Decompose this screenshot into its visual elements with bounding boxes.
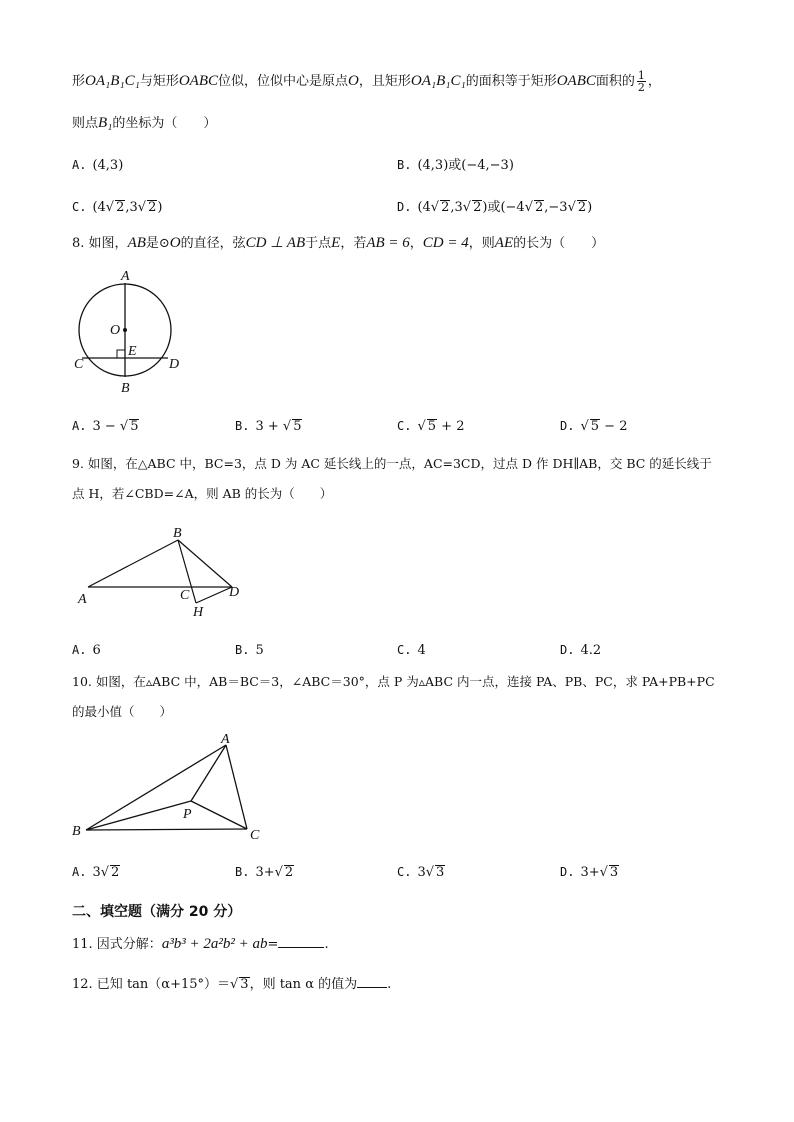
math: O — [348, 73, 359, 89]
segment-pc — [191, 801, 247, 829]
label-c: C — [180, 588, 190, 603]
q7-option-b[interactable]: B. (4,3)或(−4,−3) — [397, 158, 514, 173]
answer-blank[interactable] — [278, 935, 324, 948]
q8-option-c[interactable]: C. √ 5 + 2 — [397, 419, 465, 434]
q7-stem-line2: 则点B₁的坐标为（ ） — [72, 115, 217, 131]
q8-option-a[interactable]: A. 3 − √ 5 — [72, 419, 139, 434]
q7-option-a[interactable]: A. (4,3) — [72, 158, 124, 173]
q7-option-d[interactable]: D. (4√ 2,3√ 2)或(−4√ 2,−3√ 2) — [397, 200, 593, 215]
right-angle-mark — [117, 350, 125, 358]
label-e: E — [128, 344, 137, 359]
math: B₁ — [98, 115, 113, 131]
fraction: $\frac{1}{2}$ — [637, 69, 645, 94]
answer-blank[interactable] — [357, 975, 387, 988]
q8-stem: 8. 如图，AB是⊙O的直径，弦CD ⊥ AB于点E，若AB = 6，CD = 4，则AE的长为（ ） — [72, 235, 605, 251]
label-d: D — [229, 585, 240, 600]
label-a: A — [121, 269, 130, 284]
q10-option-c[interactable]: C. 3√ 3 — [397, 865, 445, 880]
label-a: A — [78, 592, 87, 607]
label-c: C — [250, 828, 260, 843]
q8-circle-figure — [70, 268, 190, 396]
q9-option-c[interactable]: C. 4 — [397, 643, 426, 658]
q9-stem-line2: 点 H，若∠CBD=∠A，则 AB 的长为（ ） — [72, 486, 333, 501]
q9-stem-line1: 9. 如图，在△ABC 中，BC=3，点 D 为 AC 延长线上的一点，AC=3CD，过点 D 作 DH∥AB，交 BC 的延长线于 — [72, 456, 712, 471]
label-d: D — [169, 357, 180, 372]
segment-ac — [226, 745, 247, 829]
q9-triangle-figure — [72, 525, 252, 620]
q8-option-b[interactable]: B. 3 + √ 5 — [235, 419, 302, 434]
q10-option-d[interactable]: D. 3+√ 3 — [560, 865, 619, 880]
segment-ab — [86, 745, 226, 830]
section-title: 二、填空题（满分 20 分） — [72, 904, 242, 920]
math: OABC — [556, 73, 596, 89]
math-expression: a³b³ + 2a²b² + ab — [161, 936, 268, 952]
label-h: H — [193, 605, 204, 620]
label-b: B — [173, 526, 182, 541]
segment-bc — [86, 829, 247, 830]
math: OA₁B₁C₁ — [85, 73, 140, 89]
q10-stem-line1: 10. 如图，在▵ABC 中，AB＝BC＝3，∠ABC＝30°，点 P 为▵ABC 内一点，连接 PA、PB、PC，求 PA+PB+PC — [72, 674, 715, 689]
q8-option-d[interactable]: D. √ 5 − 2 — [560, 419, 628, 434]
segment-pb — [86, 801, 191, 830]
q10-option-b[interactable]: B. 3+√ 2 — [235, 865, 294, 880]
q7-stem-line1: 形OA₁B₁C₁与矩形OABC位似，位似中心是原点O，且矩形OA₁B₁C₁的面积等于矩形OABC面积的 $\frac{1}{2}$ ， — [72, 69, 661, 94]
q11-stem: 11. 因式分解：a³b³ + 2a²b² + ab= . — [72, 936, 329, 952]
q9-option-b[interactable]: B. 5 — [235, 643, 264, 658]
q9-option-d[interactable]: D. 4.2 — [560, 643, 602, 658]
center-point — [123, 328, 127, 332]
label-o: O — [110, 323, 121, 338]
segment-bd — [178, 540, 232, 587]
label-c: C — [74, 357, 84, 372]
q10-stem-line2: 的最小值（ ） — [72, 704, 173, 719]
q10-triangle-figure — [66, 728, 276, 844]
q9-option-a[interactable]: A. 6 — [72, 643, 101, 658]
segment-pa — [191, 745, 226, 801]
segment-dh — [196, 587, 232, 603]
label-a: A — [221, 732, 230, 747]
q10-option-a[interactable]: A. 3√ 2 — [72, 865, 120, 880]
label-b: B — [72, 824, 81, 839]
label-b: B — [121, 381, 130, 396]
q7-option-c[interactable]: C. (4√ 2,3√ 2) — [72, 200, 163, 215]
label-p: P — [183, 807, 192, 822]
segment-ab — [88, 540, 178, 587]
q12-stem: 12. 已知 tan（α+15°）＝√ 3，则 tan α 的值为 . — [72, 977, 392, 992]
math: OA₁B₁C₁ — [410, 73, 466, 89]
math: OABC — [178, 73, 219, 89]
